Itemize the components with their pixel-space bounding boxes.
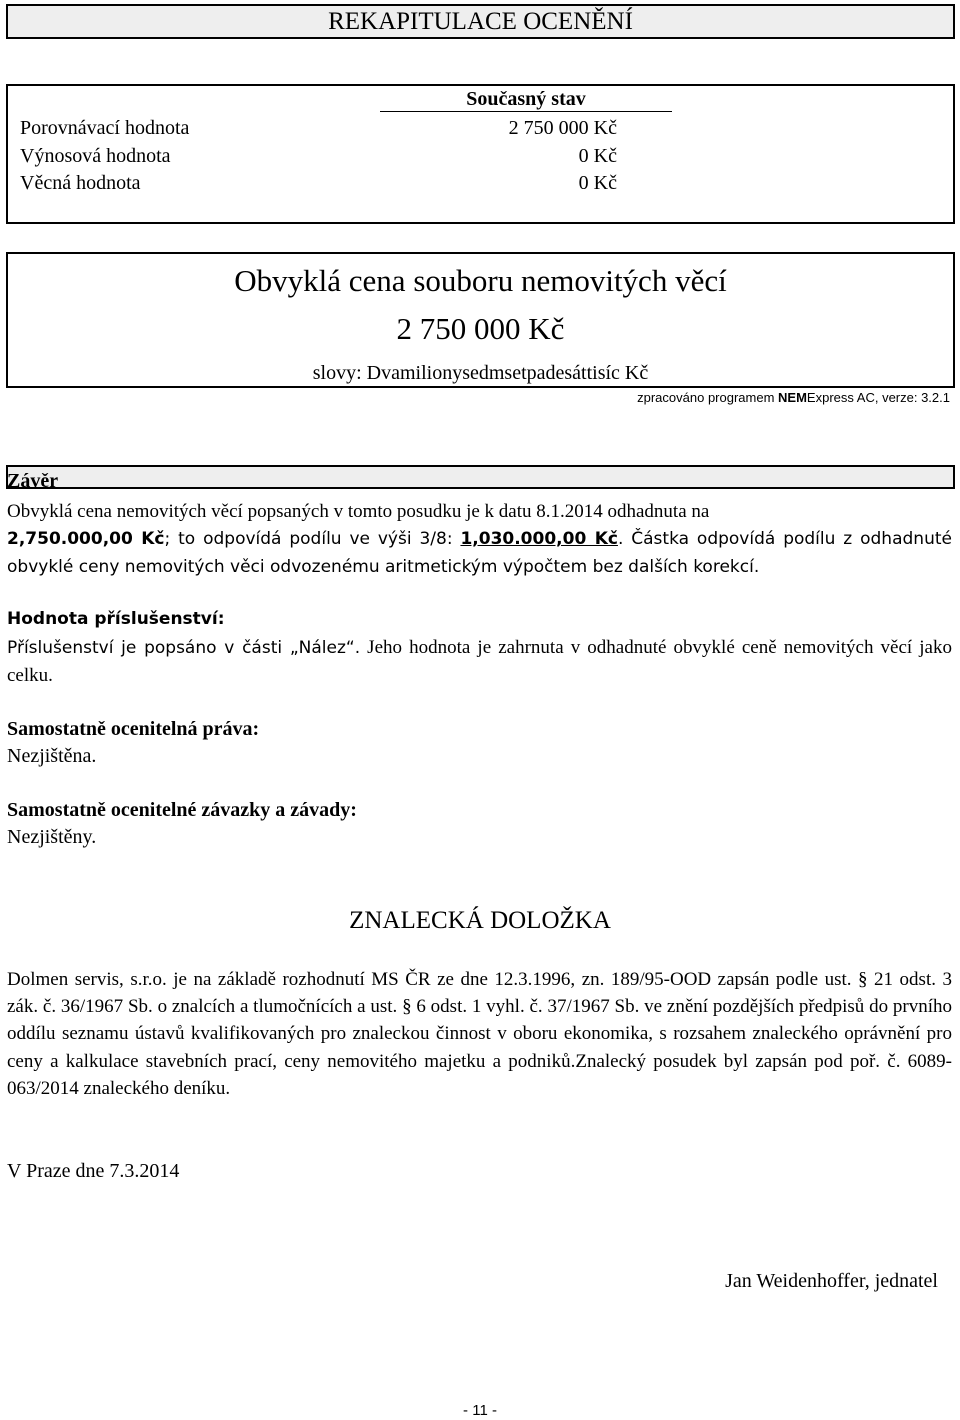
conclusion-heading: Závěr <box>7 470 59 492</box>
signature: Jan Weidenhoffer, jednatel <box>725 1270 938 1292</box>
accessories-heading: Hodnota příslušenství: <box>7 609 225 629</box>
summary-column-header: Současný stav <box>466 88 586 110</box>
amount-total: 2,750.000,00 Kč <box>7 529 165 549</box>
rights-heading: Samostatně ocenitelná práva: <box>7 718 260 740</box>
column-header-rule <box>380 111 672 112</box>
summary-label-comparative: Porovnávací hodnota <box>20 117 190 139</box>
conclusion-heading-box <box>6 465 955 489</box>
conclusion-sans-text <box>7 529 952 577</box>
summary-value-comparative: 2 750 000 Kč <box>508 117 617 139</box>
expert-clause-text: Dolmen servis, s.r.o. je na základě rozhodnutí MS ČR ze dne 12.3.1996, zn. 189/95-OOD zapsán podle ust. § 21 odst. 3 zák. č. 36/1967 Sb. o znalcích a tlumočnících a ust. § 6 odst. 1 vyhl. č. 37/1967 Sb. ve znění pozdějších předpisů do prvního oddílu seznamu ústavů kvalifikovaných pro znaleckou činnost v oboru ekonomika, s rozsahem znaleckého oprávnění pro ceny a kalkulace stavebních prací, ceny nemovitého majetku a podniků.Znalecký posudek byl zapsán pod poř. č. 6089-063/2014 znaleckého deníku. <box>7 969 952 1099</box>
expert-clause-title: ZNALECKÁ DOLOŽKA <box>349 907 611 934</box>
program-note <box>637 390 950 406</box>
price-value: 2 750 000 Kč <box>396 311 565 346</box>
program-prefix: zpracováno programem <box>637 390 779 405</box>
accessories-text-sans: Příslušenství je popsáno v části „Nález“. <box>7 638 361 658</box>
amount-share: 1,030.000,00 Kč <box>460 529 618 549</box>
conclusion-paragraph <box>7 498 952 581</box>
title-box <box>6 4 955 39</box>
program-brand-bold: NEM <box>778 390 807 405</box>
program-suffix: AC, verze: 3.2.1 <box>853 390 950 405</box>
price-in-words: slovy: Dvamilionysedmsetpadesáttisíc Kč <box>312 362 649 384</box>
accessories-text-serif: Jeho hodnota je zahrnuta v odhadnuté obvyklé ceně nemovitých věcí jako celku. <box>7 637 952 686</box>
rights-value: Nezjištěna. <box>7 745 97 767</box>
share-text: ; to odpovídá podílu ve výši 3/8: <box>164 529 461 549</box>
summary-value-yield: 0 Kč <box>578 145 617 167</box>
accessories-paragraph <box>7 634 952 689</box>
conclusion-line1: Obvyklá cena nemovitých věcí popsaných v tomto posudku je k datu 8.1.2014 odhadnuta na <box>7 501 710 522</box>
obligations-value: Nezjištěny. <box>7 826 97 848</box>
page-number: - 11 - <box>463 1402 497 1419</box>
summary-label-material: Věcná hodnota <box>20 172 141 194</box>
price-title: Obvyklá cena souboru nemovitých věcí <box>234 263 727 298</box>
document-title: REKAPITULACE OCENĚNÍ <box>328 8 633 35</box>
program-brand-rest: Express <box>806 390 854 405</box>
summary-label-yield: Výnosová hodnota <box>20 145 171 167</box>
conclusion-tail: . Částka odpovídá podílu z odhadnuté obvyklé ceny nemovitých věci odvozenému aritmetickým výpočtem bez dalších korekcí. <box>7 529 952 577</box>
summary-value-material: 0 Kč <box>578 172 617 194</box>
place-date: V Praze dne 7.3.2014 <box>7 1160 180 1182</box>
obligations-heading: Samostatně ocenitelné závazky a závady: <box>7 799 357 821</box>
